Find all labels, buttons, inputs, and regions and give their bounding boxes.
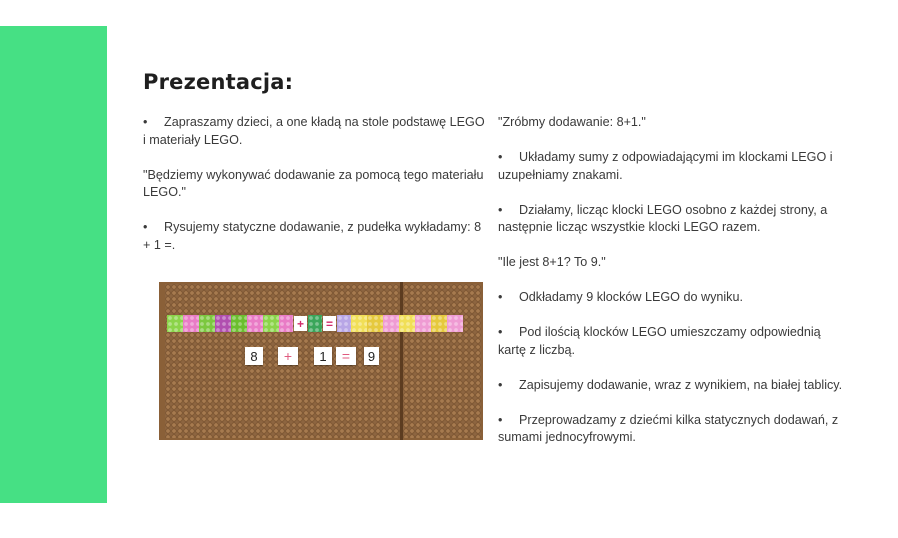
paragraph-write-board: • Zapisujemy dodawanie, wraz z wynikiem, na białej tablicy. <box>498 377 843 395</box>
paragraph-draw-addition: • Rysujemy statyczne dodawanie, z pudełka wykładamy: 8 + 1 =. <box>143 220 482 252</box>
plus-sign-icon: + <box>294 316 307 331</box>
lego-brick-row <box>167 315 463 332</box>
lego-brick <box>231 315 247 332</box>
bullet-icon: • <box>498 325 503 339</box>
lego-brick <box>367 315 383 332</box>
paragraph-set-aside: • Odkładamy 9 klocków LEGO do wyniku. <box>498 289 843 307</box>
plus-card: + <box>278 347 298 365</box>
paragraph-invite: • Zapraszamy dzieci, a one kładą na stole podstawę LEGO i materiały LEGO. <box>143 115 485 147</box>
number-card: 9 <box>364 347 379 365</box>
lego-brick <box>337 315 351 332</box>
lego-brick <box>263 315 279 332</box>
paragraph-quote-addition: "Zróbmy dodawanie: 8+1." <box>498 115 646 129</box>
lego-brick <box>215 315 231 332</box>
paragraph-quote-result: "Ile jest 8+1? To 9." <box>498 255 606 269</box>
slide-title: Prezentacja: <box>143 70 294 94</box>
right-column <box>498 114 843 464</box>
lego-brick <box>447 315 463 332</box>
lego-brick <box>183 315 199 332</box>
paragraph-repeat: • Przeprowadzamy z dziećmi kilka statycznych dodawań, z sumami jednocyfrowymi. <box>498 412 839 444</box>
lego-brick <box>199 315 215 332</box>
paragraph-quote-material: "Będziemy wykonywać dodawanie za pomocą tego materiału LEGO." <box>143 167 484 199</box>
lego-brick <box>415 315 431 332</box>
accent-bar <box>0 26 107 503</box>
bullet-icon: • <box>498 290 503 304</box>
number-card: 1 <box>314 347 332 365</box>
bullet-icon: • <box>143 115 148 129</box>
bullet-icon: • <box>498 150 503 164</box>
lego-brick <box>351 315 367 332</box>
bullet-icon: • <box>498 202 503 217</box>
lego-brick <box>167 315 183 332</box>
lego-brick <box>308 315 322 332</box>
lego-brick <box>279 315 293 332</box>
equals-sign-icon: = <box>323 316 336 331</box>
lego-baseplate-right <box>403 284 481 438</box>
lego-brick <box>383 315 399 332</box>
paragraph-place-card: • Pod ilością klocków LEGO umieszczamy odpowiednią kartę z liczbą. <box>498 325 821 357</box>
paragraph-arrange-sums: • Układamy sumy z odpowiadającymi im klockami LEGO i uzupełniamy znakami. <box>498 150 833 182</box>
lego-brick <box>247 315 263 332</box>
lego-photo <box>159 282 483 440</box>
lego-brick <box>399 315 415 332</box>
left-column <box>143 114 485 272</box>
bullet-icon: • <box>498 412 503 427</box>
lego-brick <box>431 315 447 332</box>
number-card: 8 <box>245 347 263 365</box>
bullet-icon: • <box>498 377 503 392</box>
bullet-icon: • <box>143 220 148 234</box>
paragraph-count-bricks: • Działamy, licząc klocki LEGO osobno z każdej strony, a następnie licząc wszystkie klocki LEGO razem. <box>498 202 828 234</box>
equals-card: = <box>336 347 356 365</box>
